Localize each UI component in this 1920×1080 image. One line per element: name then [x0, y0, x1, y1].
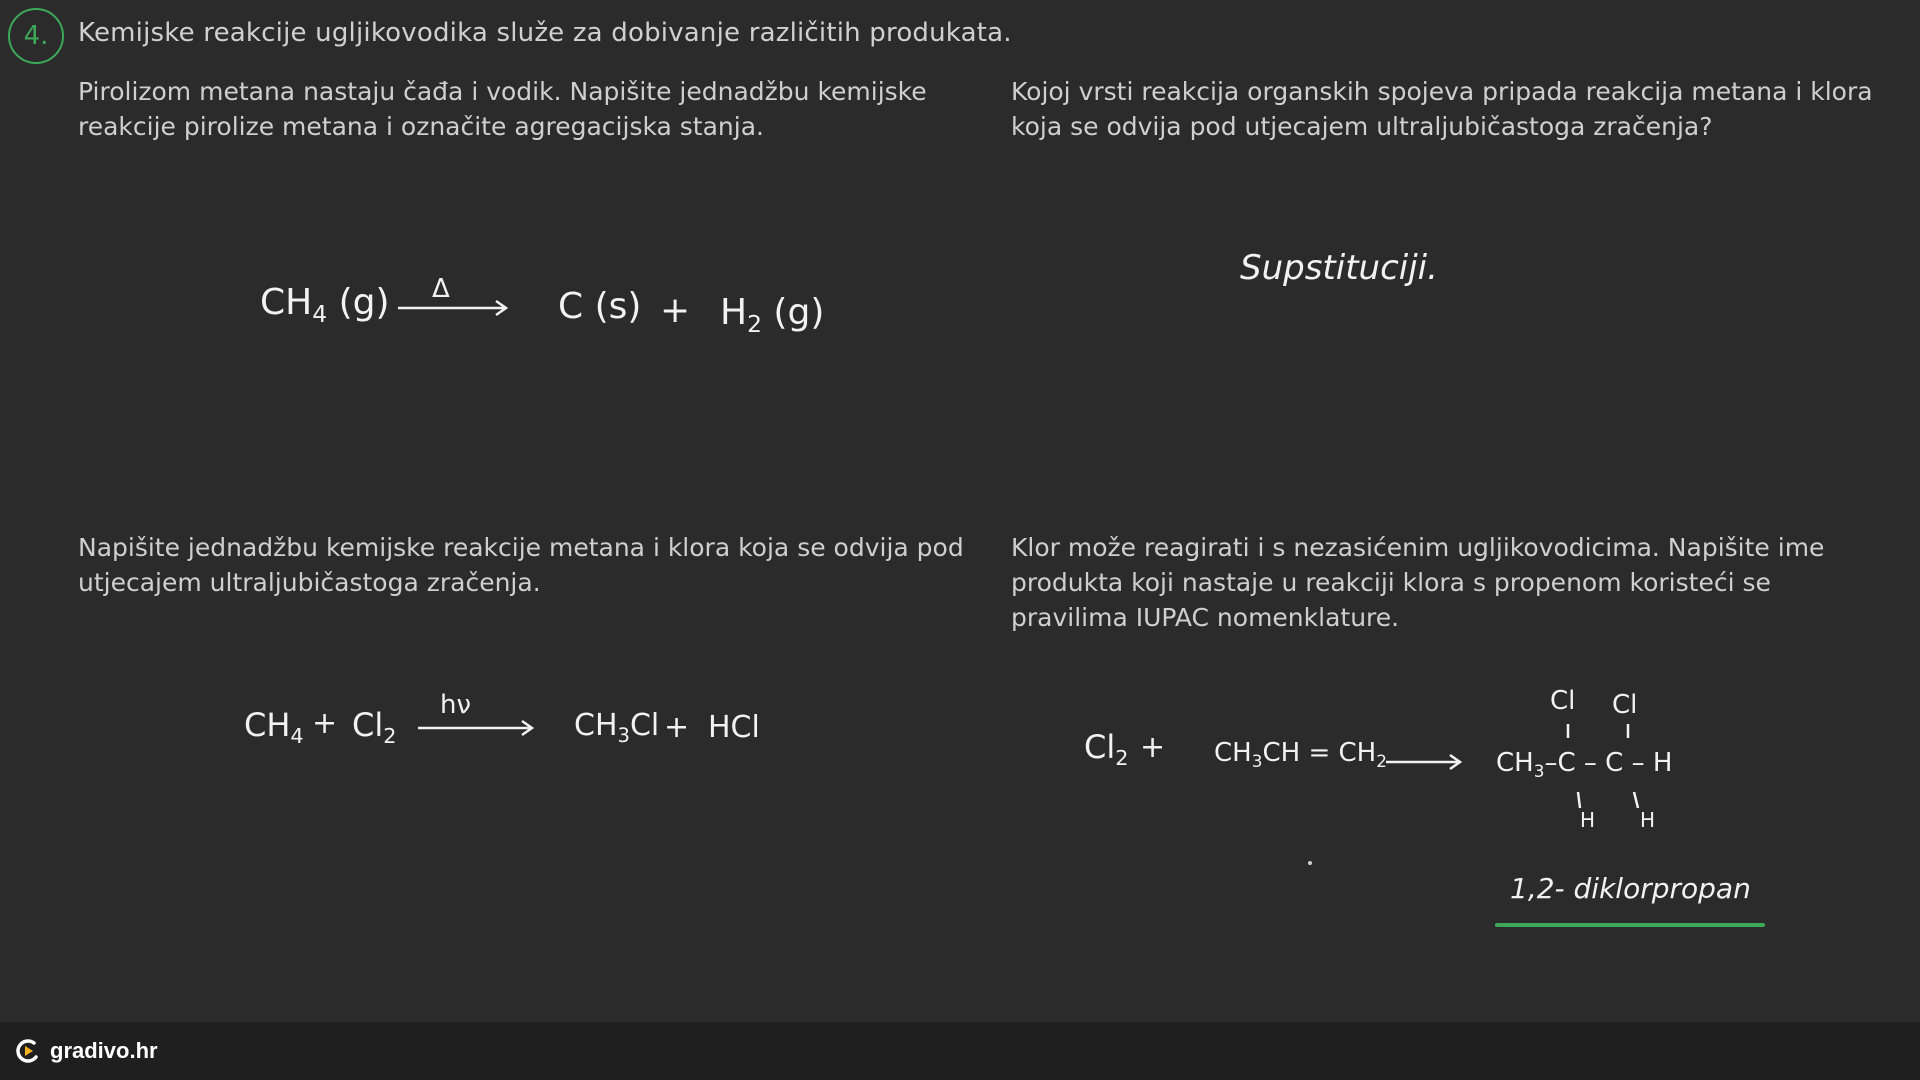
part4-product-chain-formula: CH: [1496, 748, 1534, 778]
part3-reactant2-subscript: 2: [383, 724, 397, 749]
part4-substituent-h1: H: [1580, 808, 1596, 832]
part1-prompt: Pirolizom metana nastaju čađa i vodik. Napišite jednadžbu kemijske reakcije pirolize metana i označite agregacijska stanja.: [78, 77, 927, 141]
part3-prompt: Napišite jednadžbu kemijske reakcije metana i klora koja se odvija pod utjecajem ultraljubičastoga zračenja.: [78, 533, 964, 597]
part1-product2-formula: H: [720, 292, 748, 333]
part3-reactant2-formula: Cl: [352, 706, 384, 744]
part1-plus: +: [660, 290, 691, 331]
part4-substituent-h2: H: [1640, 808, 1656, 832]
question-number: 4.: [23, 21, 49, 51]
part1-product1: C (s): [558, 286, 642, 327]
part1-product2-state: (g): [773, 292, 825, 333]
part4-upper-bonds-icon: [1560, 720, 1640, 742]
brand-name[interactable]: gradivo.hr: [50, 1038, 158, 1063]
question-number-badge: [8, 8, 64, 64]
part4-plus: +: [1140, 730, 1166, 765]
part1-reaction-arrow-icon: [396, 296, 512, 320]
part3-reaction-arrow-icon: [416, 716, 538, 740]
part4-reactant1: [1084, 728, 1129, 771]
part3-reactant1: [244, 706, 304, 749]
part4-substituent-cl2: Cl: [1612, 690, 1638, 720]
part1-product2: [720, 292, 825, 339]
part3-product1-subscript: 3: [617, 723, 630, 747]
stray-dot: [1308, 861, 1312, 865]
part4-product-chain: [1496, 748, 1673, 781]
question-heading: Kemijske reakcije ugljikovodika služe za dobivanje različitih produkata.: [78, 18, 1012, 48]
part4-reaction-arrow-icon: [1384, 750, 1466, 774]
part4-reactant2-tail: CH = CH: [1262, 738, 1377, 768]
part4-product-name: 1,2- diklorpropan: [1510, 872, 1751, 905]
part3-plus1: +: [312, 706, 338, 741]
part4-product-chain-tail: –C – C – H: [1544, 748, 1673, 778]
part3-arrow-label: hν: [440, 690, 472, 720]
part3-product2: HCl: [708, 710, 760, 745]
part4-reactant2-tail-subscript: 2: [1376, 750, 1387, 771]
part3-product1: [574, 708, 660, 747]
part3-product1-formula: CH: [574, 708, 618, 743]
part1-reactant-formula: CH: [260, 282, 313, 323]
part1-reactant-state: (g): [338, 282, 390, 323]
part1-reactant: [260, 282, 390, 329]
part4-reactant1-subscript: 2: [1115, 746, 1129, 771]
part4-reactant2-formula: CH: [1214, 738, 1252, 768]
product-name-underline: [1495, 923, 1765, 927]
part4-reactant2-subscript: 3: [1251, 750, 1263, 771]
part1-product2-subscript: 2: [747, 310, 762, 339]
gradivo-logo-icon: [14, 1037, 42, 1065]
part1-arrow-label: Δ: [432, 274, 450, 304]
footer-bar: [0, 1022, 1920, 1080]
part3-reactant1-formula: CH: [244, 706, 291, 744]
part4-reactant2: [1214, 738, 1387, 771]
part4-prompt: Klor može reagirati i s nezasićenim ugljikovodicima. Napišite ime produkta koji nastaje u reakciji klora s propenom koristeći se pravilima IUPAC nomenklature.: [1011, 533, 1825, 632]
part4-product-chain-subscript: 3: [1533, 760, 1545, 781]
part2-answer: Supstituciji.: [1240, 248, 1438, 288]
part3-plus2: +: [664, 710, 690, 745]
part1-reactant-subscript: 4: [312, 300, 328, 329]
part3-product1-tail: Cl: [629, 708, 660, 743]
part4-substituent-cl1: Cl: [1550, 686, 1576, 716]
part3-reactant2: [352, 706, 397, 749]
part4-reactant1-formula: Cl: [1084, 728, 1116, 766]
part2-prompt: Kojoj vrsti reakcija organskih spojeva pripada reakcija metana i klora koja se odvija pod utjecajem ultraljubičastoga zračenja?: [1011, 77, 1873, 141]
part3-reactant1-subscript: 4: [290, 724, 304, 749]
